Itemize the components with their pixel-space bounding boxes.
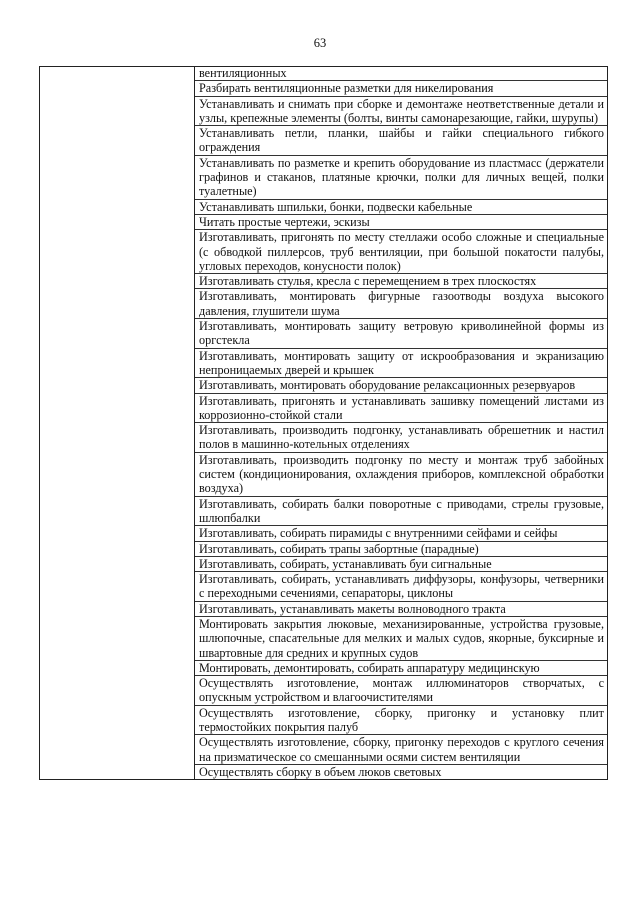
table-row: Разбирать вентиляционные разметки для никелирования bbox=[195, 80, 607, 95]
table-row: вентиляционных bbox=[199, 66, 287, 80]
table-row: Изготавливать, монтировать оборудование релаксационных резервуаров bbox=[195, 377, 607, 392]
table-row: Осуществлять сборку в объем люков световых bbox=[195, 764, 607, 779]
table-row: Устанавливать петли, планки, шайбы и гайки специального гибкого ограждения bbox=[195, 125, 607, 155]
table-row: Изготавливать, собирать, устанавливать буи сигнальные bbox=[195, 556, 607, 571]
table-row: Изготавливать, пригонять по месту стеллажи особо сложные и специальные (с обводкой пиллерсов, труб вентиляции, при большой покатости палубы, угловых переходов, конусности полок) bbox=[195, 229, 607, 273]
table-row: Монтировать, демонтировать, собирать аппаратуру медицинскую bbox=[195, 660, 607, 675]
table-row: Изготавливать, собирать пирамиды с внутренними сейфами и сейфы bbox=[195, 525, 607, 540]
table-row: Изготавливать, монтировать защиту от искрообразования и экранизацию непроницаемых дверей и крышек bbox=[195, 348, 607, 378]
table-row: Устанавливать шпильки, бонки, подвески кабельные bbox=[195, 199, 607, 214]
table-row: Изготавливать, производить подгонку, устанавливать обрешетник и настил полов в машинно-котельных отделениях bbox=[195, 422, 607, 452]
table-row: Изготавливать, собирать, устанавливать диффузоры, конфузоры, четверники с переходными сечениями, сепараторы, циклоны bbox=[195, 571, 607, 601]
table-row: Изготавливать, производить подгонку по месту и монтаж труб забойных систем (кондиционирования, охлаждения приборов, комплексной обработки воздуха) bbox=[195, 452, 607, 496]
table-row: Осуществлять изготовление, монтаж иллюминаторов створчатых, с опускным устройством и влагоочистителями bbox=[195, 675, 607, 705]
table-row: Изготавливать, монтировать фигурные газоотводы воздуха высокого давления, глушители шума bbox=[195, 288, 607, 318]
table-row: Изготавливать, монтировать защиту ветровую криволинейной формы из оргстекла bbox=[195, 318, 607, 348]
table-rows bbox=[195, 66, 607, 779]
skills-table bbox=[39, 66, 608, 780]
table-row: Изготавливать, устанавливать макеты волноводного тракта bbox=[195, 601, 607, 616]
table-row: Монтировать закрытия люковые, механизированные, устройства грузовые, шлюпочные, спасательные для мелких и малых судов, якорные, буксирные и швартовные для средних и крупных судов bbox=[195, 616, 607, 660]
table-row: Изготавливать, собирать балки поворотные с приводами, стрелы грузовые, шлюпбалки bbox=[195, 496, 607, 526]
table-row: Изготавливать, пригонять и устанавливать зашивку помещений листами из коррозионно-стойкой стали bbox=[195, 393, 607, 423]
table-row: Читать простые чертежи, эскизы bbox=[195, 214, 607, 229]
left-column bbox=[40, 66, 195, 779]
table-row: Изготавливать стулья, кресла с перемещением в трех плоскостях bbox=[195, 273, 607, 288]
table-row: Осуществлять изготовление, сборку, пригонку переходов с круглого сечения на призматическое со смешанными осями систем вентиляции bbox=[195, 734, 607, 764]
table-row: Осуществлять изготовление, сборку, пригонку и установку плит термостойких покрытия палуб bbox=[195, 705, 607, 735]
table-row: Устанавливать и снимать при сборке и демонтаже неответственные детали и узлы, крепежные элементы (болты, винты самонарезающие, гайки, шурупы) bbox=[195, 96, 607, 126]
page-number: 63 bbox=[313, 36, 327, 50]
table-row: Устанавливать по разметке и крепить оборудование из пластмасс (держатели графинов и стаканов, платяные крючки, полки для личных вещей, полки туалетные) bbox=[195, 155, 607, 199]
table-row: Изготавливать, собирать трапы забортные (парадные) bbox=[195, 541, 607, 556]
